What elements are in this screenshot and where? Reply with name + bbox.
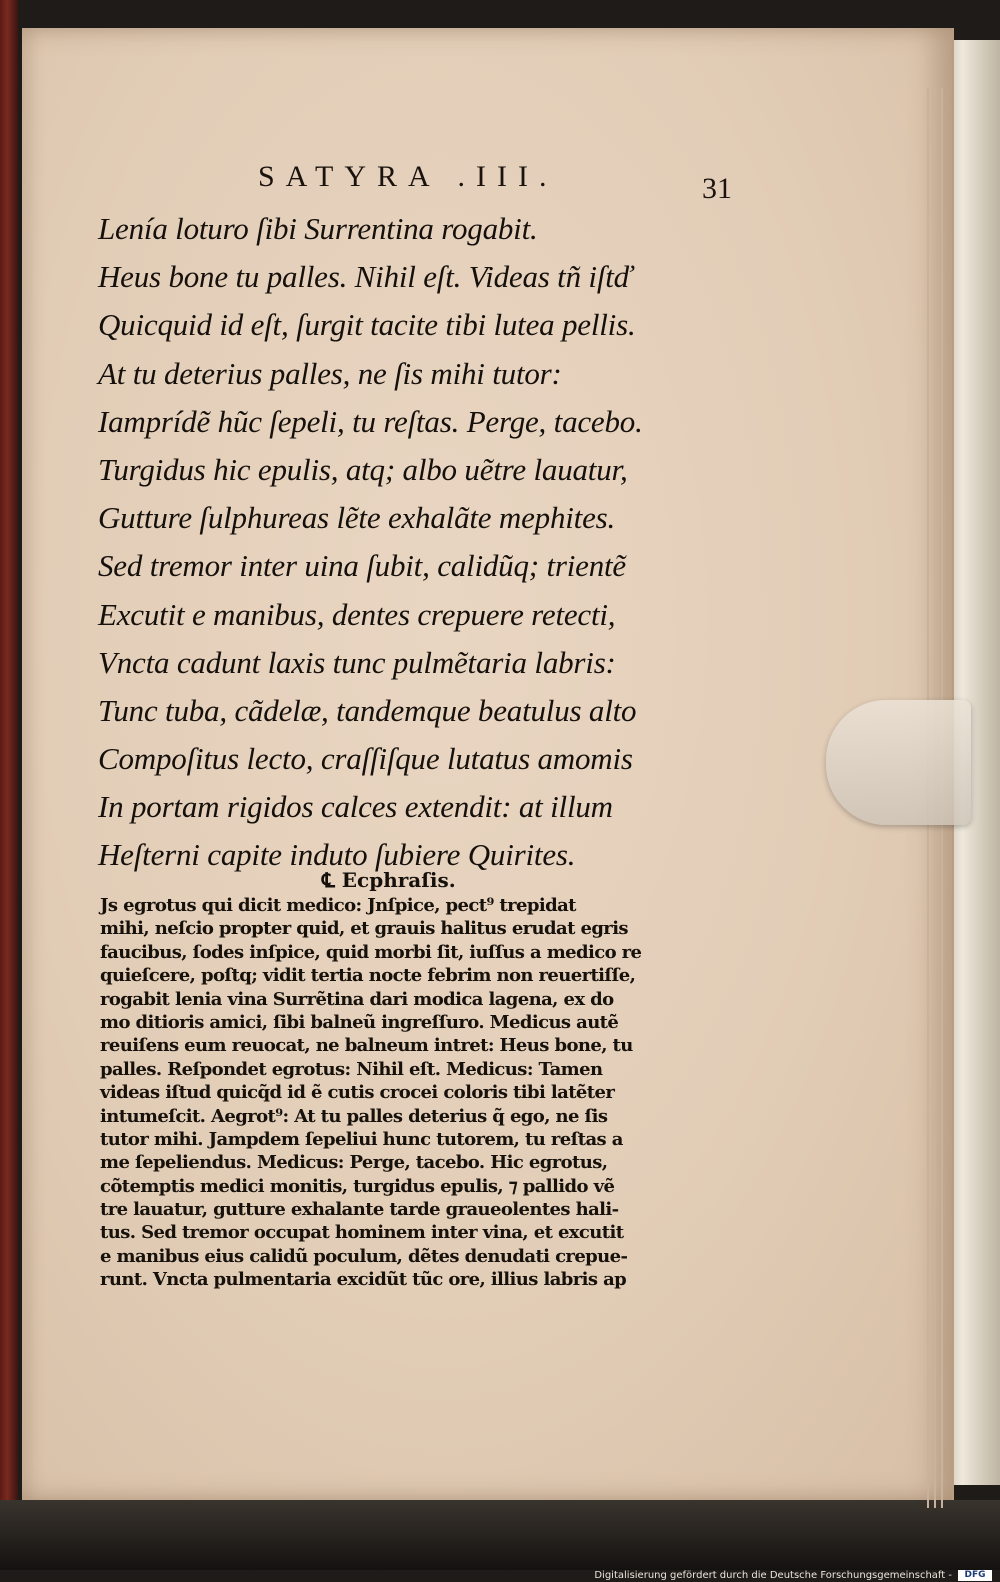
commentary-line: quieſcere, poſtq; vidit tertia nocte febrim non reuertiſſe, [100, 965, 636, 987]
commentary-line: cõtemptis medici monitis, turgidus epulis, ⁊ pallido vẽ [100, 1175, 615, 1197]
verse-line: Sed tremor inter uina ſubit, calidũq; trientẽ [98, 548, 626, 584]
verse-line: Lenía loturo ſibi Surrentina rogabit. [98, 211, 538, 246]
commentary-line: tutor mihi. Jampdem ſepeliui hunc tutorem, tu reſtas a [100, 1128, 623, 1150]
commentary-line: rogabit lenia vina Surrẽtina dari modica lagena, ex do [100, 988, 614, 1010]
bottom-shadow [0, 1500, 1000, 1570]
commentary-block [100, 894, 700, 1292]
running-head: SATYRA .III. [258, 160, 558, 193]
verse-line: In portam rigidos calces extendit: at illum [98, 789, 613, 825]
verse-line: Compoſitus lecto, craſſiſque lutatus amomis [98, 741, 633, 777]
commentary-line: palles. Reſpondet egrotus: Nihil eſt. Medicus: Tamen [100, 1058, 603, 1080]
commentary-line: reuiſens eum reuocat, ne balneum intret: Heus bone, tu [100, 1035, 633, 1057]
commentary-line: e manibus eius calidũ poculum, dẽtes denudati crepue- [100, 1245, 628, 1267]
bookmark-ribbon [826, 700, 971, 825]
verse-line: Tunc tuba, cãdelæ, tandemque beatulus alto [98, 692, 637, 728]
commentary-line: me ſepeliendus. Medicus: Perge, tacebo. Hic egrotus, [100, 1152, 608, 1174]
commentary-line: tus. Sed tremor occupat hominem inter vina, et excutit [100, 1222, 624, 1244]
verse-line: Vncta cadunt laxis tunc pulmẽtaria labris: [98, 644, 616, 680]
verse-line: Quicquid id eſt, ſurgit tacite tibi lutea pellis. [98, 307, 636, 343]
verse-line: Turgidus hic epulis, atq; albo uẽtre lauatur, [98, 451, 628, 487]
verse-line: Heus bone tu palles. Nihil eſt. Videas tñ iſtď [98, 259, 633, 295]
commentary-line: videas iſtud quicq̃d id ẽ cutis crocei coloris tibi latẽter [100, 1082, 615, 1104]
verse-line: Iamprídẽ hũc ſepeli, tu reſtas. Perge, tacebo. [98, 403, 643, 439]
commentary-line: faucibus, ſodes inſpice, quid morbi ſit, iuſſus a medico re [100, 941, 642, 963]
commentary-line: tre lauatur, gutture exhalante tarde graueolentes hali- [100, 1199, 619, 1221]
verse-line: Excutit e manibus, dentes crepuere retecti, [98, 596, 616, 632]
page-number: 31 [702, 172, 732, 205]
digitization-credit: Digitalisierung gefördert durch die Deutsche Forschungsgemeinschaft - [594, 1570, 952, 1581]
dfg-logo-icon: DFG [958, 1570, 992, 1581]
book-cover-edge [0, 0, 18, 1560]
commentary-heading: ℄ Ecphraſis. [322, 868, 456, 892]
commentary-line: mo ditioris amici, ſibi balneũ ingreſſuro. Medicus autẽ [100, 1011, 619, 1033]
commentary-line: runt. Vncta pulmentaria excidũt tũc ore, illius labris ap [100, 1269, 627, 1291]
verse-line: At tu deterius palles, ne ſis mihi tutor: [98, 355, 562, 391]
verse-block [98, 205, 718, 880]
commentary-line: Js egrotus qui dicit medico: Jnſpice, pect⁹ trepidat [100, 895, 576, 916]
verse-line: Gutture ſulphureas lẽte exhalãte mephites. [98, 500, 616, 536]
verse-line: Heſterni capite induto ſubiere Quirites. [98, 837, 576, 873]
commentary-line: intumeſcit. Aegrot⁹: At tu palles deterius q̃ ego, ne ſis [100, 1105, 608, 1127]
commentary-line: mihi, neſcio propter quid, et grauis halitus erudat egris [100, 918, 628, 940]
